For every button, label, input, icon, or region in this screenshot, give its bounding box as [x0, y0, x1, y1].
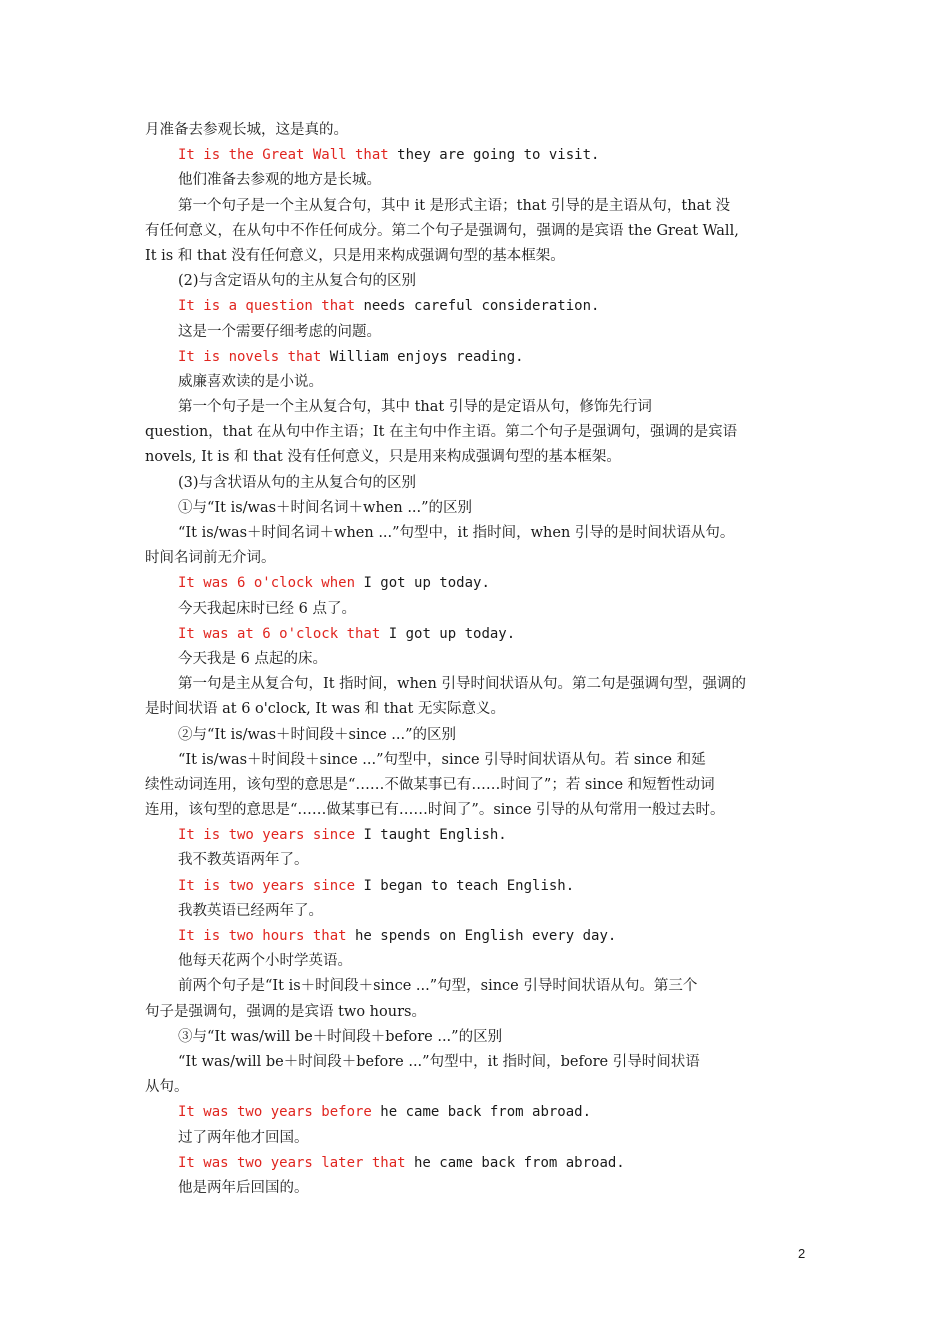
example-sentence — [145, 924, 815, 949]
sentence-rest: I taught English. — [355, 827, 507, 844]
text-line: It is 和 that 没有任何意义，只是用来构成强调句型的基本框架。 — [145, 247, 565, 264]
example-sentence — [145, 622, 815, 647]
text-line: ②与“It is/was＋时间段＋since ...”的区别 — [178, 726, 457, 743]
text-line: 是时间状语 at 6 o'clock, It was 和 that 无实际意义。 — [145, 701, 505, 718]
text-line: “It is/was＋时间名词＋when ...”句型中，it 指时间，when 引导的是时间状语从句。 — [178, 525, 735, 541]
text-line: ③与“It was/will be＋时间段＋before ...”的区别 — [178, 1028, 503, 1045]
text-line: 连用，该句型的意思是“……做某事已有……时间了”。since 引导的从句常用一般过去时。 — [145, 802, 725, 819]
document-body — [145, 118, 815, 1201]
highlighted-phrase: It is novels that — [178, 348, 322, 365]
example-sentence — [145, 345, 815, 370]
highlighted-phrase: It was two years later that — [178, 1154, 406, 1171]
highlighted-phrase: It is the Great Wall that — [178, 147, 389, 164]
text-line: “It is/was＋时间段＋since ...”句型中，since 引导时间状语从句。若 since 和延 — [178, 751, 706, 768]
text-line: 句子是强调句，强调的是宾语 two hours。 — [145, 1003, 426, 1020]
text-line: 今天我是 6 点起的床。 — [178, 650, 327, 667]
sentence-rest: William enjoys reading. — [321, 348, 524, 365]
sentence-rest: needs careful consideration. — [355, 298, 600, 315]
example-sentence — [145, 571, 815, 596]
highlighted-phrase: It was at 6 o'clock that — [178, 625, 381, 642]
page-number: 2 — [798, 1246, 806, 1261]
sentence-rest: I got up today. — [380, 625, 516, 642]
example-sentence — [145, 823, 815, 848]
text-line: 第一句是主从复合句，It 指时间，when 引导时间状语从句。第二句是强调句型，强调的 — [178, 676, 746, 693]
text-line: 续性动词连用，该句型的意思是“……不做某事已有……时间了”；若 since 和短暂性动词 — [145, 776, 715, 793]
text-line: 威廉喜欢读的是小说。 — [178, 373, 323, 390]
highlighted-phrase: It is two years since — [178, 827, 356, 844]
text-line: 时间名词前无介词。 — [145, 550, 276, 567]
highlighted-phrase: It was two years before — [178, 1104, 372, 1121]
example-sentence — [145, 874, 815, 899]
text-line: 第一个句子是一个主从复合句，其中 that 引导的是定语从句，修饰先行词 — [178, 399, 652, 416]
text-line: 月准备去参观长城，这是真的。 — [145, 122, 348, 138]
text-line: novels, It is 和 that 没有任何意义，只是用来构成强调句型的基本框架。 — [145, 449, 621, 466]
text-line: 我教英语已经两年了。 — [178, 902, 323, 919]
highlighted-phrase: It is two hours that — [178, 928, 347, 944]
text-line: ①与“It is/was＋时间名词＋when ...”的区别 — [178, 499, 473, 516]
sentence-rest: I got up today. — [355, 575, 490, 592]
example-sentence — [145, 294, 815, 319]
sentence-rest: he came back from abroad. — [371, 1104, 592, 1121]
sentence-rest: he spends on English every day. — [346, 928, 617, 944]
text-line: 前两个句子是“It is＋时间段＋since ...”句型，since 引导时间状语从句。第三个 — [178, 978, 698, 995]
highlighted-phrase: It is two years since — [178, 877, 356, 894]
text-line: 他每天花两个小时学英语。 — [178, 953, 352, 970]
text-line: 第一个句子是一个主从复合句，其中 it 是形式主语；that 引导的是主语从句，that 没 — [178, 197, 731, 214]
text-line: 从句。 — [145, 1079, 189, 1096]
text-line: (2)与含定语从句的主从复合句的区别 — [178, 273, 417, 290]
text-line: 过了两年他才回国。 — [178, 1129, 309, 1146]
sentence-rest: he came back from abroad. — [405, 1154, 625, 1171]
text-line: 我不教英语两年了。 — [178, 852, 309, 869]
text-line: “It was/will be＋时间段＋before ...”句型中，it 指时间，before 引导时间状语 — [178, 1053, 700, 1070]
text-line: 他们准备去参观的地方是长城。 — [178, 172, 381, 189]
example-sentence — [145, 143, 815, 168]
text-line: 他是两年后回国的。 — [178, 1179, 309, 1196]
highlighted-phrase: It is a question that — [178, 298, 356, 315]
text-line: 有任何意义，在从句中不作任何成分。第二个句子是强调句，强调的是宾语 the Great Wall, — [145, 222, 739, 239]
text-line: question，that 在从句中作主语；It 在主句中作主语。第二个句子是强调句，强调的是宾语 — [145, 424, 738, 441]
example-sentence — [145, 1100, 815, 1125]
highlighted-phrase: It was 6 o'clock when — [178, 575, 356, 592]
text-line: 今天我起床时已经 6 点了。 — [178, 600, 356, 617]
text-line: (3)与含状语从句的主从复合句的区别 — [178, 474, 417, 491]
sentence-rest: I began to teach English. — [355, 877, 575, 894]
sentence-rest: they are going to visit. — [388, 147, 600, 164]
text-line: 这是一个需要仔细考虑的问题。 — [178, 323, 381, 340]
example-sentence — [145, 1151, 815, 1176]
